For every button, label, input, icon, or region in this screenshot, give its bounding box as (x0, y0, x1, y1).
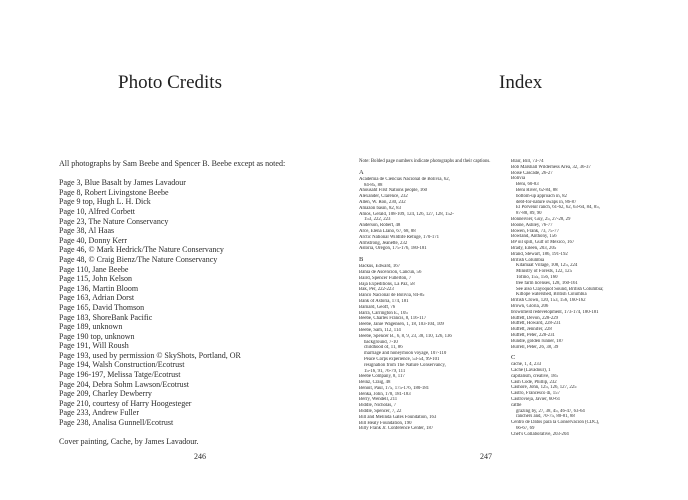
page-number: 247 (480, 452, 492, 461)
index-entry: Biddle, Nicholas, 7 (359, 403, 397, 409)
index-entry: tree farm licenses, 128, 160-161 (516, 280, 578, 286)
index-entry: resignation from The Nature Conservancy, (364, 362, 446, 368)
cover-credit: Cover painting, Cache, by James Lavadour. (59, 437, 199, 447)
index-entry: Bak, Per, 222-223 (359, 287, 394, 293)
index-entry: brownfield redevelopment, 173-174, 180-181 (511, 309, 599, 315)
index-entry: Kitamaat Village, 108, 125, 224 (516, 263, 578, 269)
index-entry: 84-85, 88 (364, 182, 383, 188)
credit-line: Page 163, Adrian Dorst (59, 293, 135, 303)
index-entry: Anderson, Robert, 48 (359, 223, 401, 229)
credit-line: Page 46, © Mark Hedrick/The Nature Conservancy (59, 245, 224, 255)
index-entry: Castro, Francesco di, 157 (511, 391, 560, 397)
index-entry: El Porvenir ranch, 61-62, 62, 63-64, 84, 85, (516, 205, 600, 211)
index-entry: Cashore, John, 125, 126, 127, 225 (511, 385, 577, 391)
index-entry: background, 7-10 (364, 339, 398, 345)
index-entry: Kitlope watershed, British Columbia (516, 292, 587, 298)
page-title: Photo Credits (118, 72, 222, 93)
credit-line: Page 3, Blue Basalt by James Lavadour (59, 178, 186, 188)
index-entry: Amos, Gerald, 108-109, 124, 126, 127, 128, 152- (359, 211, 454, 217)
index-entry: Allen, W. Ron, 230, 232 (359, 199, 406, 205)
index-entry: Brand, Stewart, 186, 191-192 (511, 251, 568, 257)
index-entry: 15-16, 91, 76-79, 111 (364, 368, 406, 374)
index-entry: Astoria, Oregon, 175-176, 180-181 (359, 246, 427, 252)
page-number: 246 (194, 452, 206, 461)
index-entry: Buffett, Jennifer, 228 (511, 327, 552, 333)
credit-line: Page 233, Andrew Fuller (59, 408, 139, 418)
credit-line: Page 10, Alfred Corbett (59, 206, 135, 216)
credit-line: Page 110, Jane Beebe (59, 264, 129, 274)
credit-line: Page 190 top, unknown (59, 331, 135, 341)
credit-line: Page 196-197, Melissa Tatge/Ecotrust (59, 370, 181, 380)
index-entry: See also Clayoquot Sound, British Columbia; (516, 286, 604, 292)
index-entry: Bill Healy Foundation, 190 (359, 420, 412, 426)
index-entry: Beebe, Sam, 112, 114 (359, 327, 401, 333)
credit-line: Page 209, Charley Dewberry (59, 389, 152, 399)
index-entry: Bill and Melinda Gates Foundation, 163 (359, 414, 437, 420)
index-entry: Bowland, Anthony, 156 (511, 234, 557, 240)
index-entry: Banco Nacional de Bolivia, 84-85 (359, 293, 425, 299)
credit-line: Page 136, Martin Bloom (59, 283, 139, 293)
index-entry: Armstrong, Jeanette, 232 (359, 240, 408, 246)
credit-line: Page 115, John Kelson (59, 274, 133, 284)
index-entry: Ministry of Forests, 122, 125 (516, 269, 572, 275)
credit-line: Page 204, Debra Sohm Lawson/Ecotrust (59, 379, 189, 389)
credit-line: Page 40, Donny Kerr (59, 235, 127, 245)
index-entry: Baja Expeditions, La Paz, 58 (359, 281, 415, 287)
index-entry: Peace Corps experience, 53-54, 99-101 (364, 356, 440, 362)
index-entry: Chef's Collaborative, 203-204 (511, 431, 569, 437)
index-entry: Amazon basin, 82, 83 (359, 205, 401, 211)
index-entry: Beinz, Craig, 48 (359, 380, 391, 386)
index-entry: Ahousaht First Nations people, 160 (359, 188, 428, 194)
index-entry: Baird, Spencer Fullerton, 7 (359, 275, 412, 281)
index-entry: Academia de Ciencias Nacional de Bolivia, 62, (359, 176, 450, 182)
credit-line: Page 210, courtesy of Harry Hoogesteger (59, 398, 192, 408)
index-entry: Boone, Ashley, 76-77 (511, 222, 553, 228)
index-entry: childhood of, 11, 86 (364, 345, 403, 351)
credit-lines (59, 178, 329, 427)
index-entry: Arce, Elena Llano, 67, 68, 88 (359, 228, 416, 234)
index-entry: marriage and honeymoon voyage, 107-110 (364, 351, 447, 357)
index-entry: Cache (Lavadour), 1 (511, 368, 551, 374)
credit-line: Page 194, Walsh Construction/Ecotrust (59, 360, 185, 370)
index-entry: Beebe, Janie Wagensen, 1, 18, 103-104, 109 (359, 322, 444, 328)
index-entry: Bolivia (511, 176, 526, 182)
index-letter-heading: A (359, 168, 364, 176)
credit-line: Page 23, The Nature Conservancy (59, 216, 169, 226)
index-entry: Biddle, Spencer, 7, 22 (359, 409, 402, 415)
index-entry: 87-88, 89, 90 (516, 211, 542, 217)
index-entry: Burrell, Peter, 26, 38, 39 (511, 344, 559, 350)
index-entry: cattle (511, 402, 522, 408)
right-page (344, 0, 688, 500)
index-entry: Benoit, Paul, 175, 175-176, 180-181 (359, 385, 430, 391)
photo-credits-list (59, 159, 329, 447)
index-column (511, 159, 646, 438)
index-entry: Cash Code, Phillip, 232 (511, 379, 557, 385)
credit-line: Page 193, used by permission © SkyShots, Portland, OR (59, 350, 241, 360)
index-entry: grazing by, 27, 38, 45, 46-47, 63-64 (516, 408, 585, 414)
index-entry: Tofino, 155, 156, 160 (516, 274, 558, 280)
index-entry: 153, 222, 223 (364, 217, 391, 223)
index-entry: Beebe, Charles Francis, 8, 116-117 (359, 316, 427, 322)
index-entry: British Columbia (511, 257, 545, 263)
credits-intro: All photographs by Sam Beebe and Spencer B. Beebe except as noted: (59, 159, 286, 168)
index-entry: Arctic National Wildlife Refuge, 170-171 (359, 234, 440, 240)
index-entry: Beebe Company, 8, 117 (359, 374, 405, 380)
credit-line: Page 8, Robert Livingstone Beebe (59, 187, 169, 197)
credit-line: Page 183, ShoreBank Pacific (59, 312, 153, 322)
page-title: Index (499, 72, 543, 93)
index-entry: Centro de Datos para la Conservación (CDC), (511, 420, 600, 426)
index-note: Note: Bolded page numbers indicate photographs and their captions. (359, 159, 491, 164)
credit-line: Page 9 top, Hugh L. H. Dick (59, 197, 151, 207)
index-entry: capitalism, creative, 185 (511, 373, 558, 379)
index-column (359, 159, 494, 432)
index-entry: Alexander, Clarence, 232 (359, 194, 408, 200)
index-entry: Billy Frank Jr. Conference Center, 187 (359, 426, 434, 432)
credit-line: Page 238, Analisa Gunnell/Ecotrust (59, 418, 174, 428)
index-entry: BP oil spill, Gulf of Mexico, 167 (511, 240, 575, 246)
index-entry: Buffett, Peter, 228-231 (511, 332, 555, 338)
index-entry: Barra, Carrington E., 105 (359, 310, 408, 316)
index-entry: Blair, Bill, 73-74 (511, 159, 544, 164)
index-entry: Brady, Eileen, 203, 205 (511, 245, 557, 251)
index-entry: Brown, Gloria, 206 (511, 303, 549, 309)
index-entry: Bank of Astoria, 174, 181 (359, 298, 409, 304)
credit-line: Page 48, © Craig Bienz/The Nature Conservancy (59, 254, 218, 264)
index-entry: 66-67, 69 (516, 426, 535, 432)
index-entry: debt-for-nature swaps in, 86-87 (516, 199, 577, 205)
index-entry: Benka, John, 178, 181-183 (359, 391, 411, 397)
index-entry: Beni, 60-83 (516, 182, 539, 188)
index-entry: Beebe, Spencer B., 6, 8, 9, 23, 38, 110, 126, 136 (359, 333, 452, 339)
credit-line: Page 191, Will Roush (59, 341, 129, 351)
index-entry: ranchers and, 70-75, 80-81, 88 (516, 414, 575, 420)
index-entry: cache, 1, 4, 233 (511, 362, 542, 368)
index-letter-heading: B (359, 256, 364, 264)
index-entry: Boise Cascade, 26-27 (511, 170, 553, 176)
credit-line: Page 189, unknown (59, 322, 123, 332)
index-entry: Buffett, Devon, 228-229 (511, 315, 559, 321)
credit-line: Page 38, Al Haas (59, 226, 115, 236)
credit-line: Page 165, David Thomson (59, 302, 145, 312)
index-entry: Castrovieja, Javier, 60-61 (511, 397, 561, 403)
index-entry: Backus, Edward, 167 (359, 264, 401, 270)
index-entry: Bahía de Ascención, Cancun, 56 (359, 269, 422, 275)
index-entry: Bob Marshall Wilderness Area, 32, 36-37 (511, 164, 591, 170)
index-entry: Bowen, Frank, 73, 75-77 (511, 228, 559, 234)
index-letter-heading: C (511, 354, 516, 362)
index-entry: Beni River, 62-84, 88 (516, 187, 558, 193)
index-entry: Bundle, golden runner, 187 (511, 338, 564, 344)
index-entry: Bonneivier, Guy, 25, 27-28, 29 (511, 216, 571, 222)
index-entry: Barnard, Geoff, 76 (359, 304, 396, 310)
index-entry: Buffett, Howard, 228-231 (511, 321, 561, 327)
index-entry: Berry, Wendell, 211 (359, 397, 398, 403)
index-entry: British Crown, 120, 153, 156, 160-162 (511, 298, 586, 304)
index-entry: bottom-up approach in, 82 (516, 193, 567, 199)
